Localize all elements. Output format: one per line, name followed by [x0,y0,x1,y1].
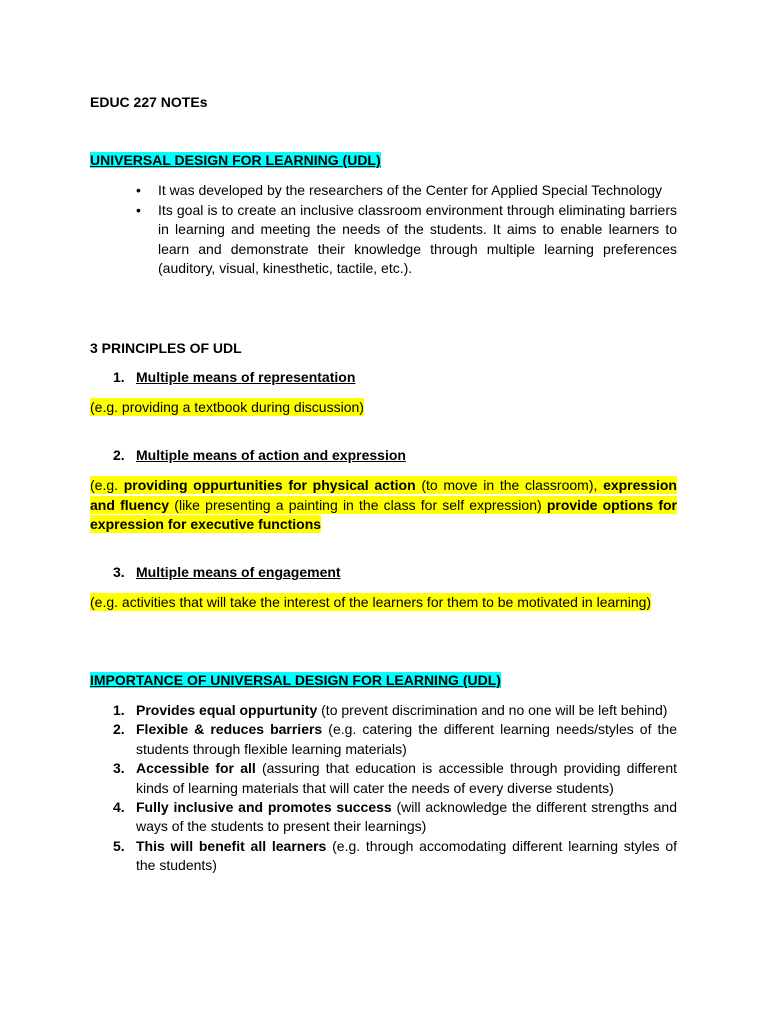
example-part: (like presenting a painting in the class for self expression) [169,496,547,513]
principle-item [113,447,406,464]
importance-heading [90,672,501,689]
principle-item [113,369,355,386]
list-item [130,181,677,201]
example-part: (e.g. [90,477,124,493]
bullet-text: It was developed by the researchers of the Center for Applied Special Technology [158,182,663,198]
principle-title: Multiple means of engagement [136,564,341,580]
principle-example [90,398,677,418]
principle-example [90,593,677,613]
principle-item [113,564,341,581]
list-item [113,798,677,837]
principle-number: 1. [113,369,125,385]
item-bold-label: Accessible for all [136,760,256,777]
example-bold-part: expression and fluency [90,477,677,513]
example-text: (e.g. providing a textbook during discussion) [90,399,364,415]
list-item [113,837,677,876]
bullet-icon: • [136,182,141,198]
importance-list [113,701,677,876]
importance-heading-text: IMPORTANCE OF UNIVERSAL DESIGN FOR LEARNING (UDL) [90,672,501,688]
principles-heading: 3 PRINCIPLES OF UDL [90,340,242,356]
udl-heading [90,152,381,169]
item-number: 2. [113,721,125,738]
principle-number: 2. [113,447,125,463]
item-bold-label: This will benefit all learners [136,837,327,854]
list-item [113,701,677,720]
item-number: 3. [113,760,125,777]
item-text: (e.g. catering the different learning needs/styles of the students through flexible learning materials) [136,721,677,757]
bullet-text: Its goal is to create an inclusive classroom environment through eliminating barriers in learning and meeting the needs of the students. It aims to enable learners to learn and demonstrate their knowledge through multiple learning preferences (auditory, visual, kinesthetic, tactile, etc.). [158,201,677,277]
example-bold-part: provide options for expression for executive functions [90,496,678,532]
bullet-icon: • [136,201,141,218]
principle-example [90,476,677,535]
udl-bullet-list [130,181,677,279]
item-text: (to prevent discrimination and no one will be left behind) [317,702,668,718]
item-text: (assuring that education is accessible through providing different kinds of learning materials that will cater the needs of every diverse students) [136,760,677,796]
item-text: (will acknowledge the different strengths and ways of the students to present their learnings) [136,799,678,835]
list-item [130,201,677,279]
item-bold-label: Fully inclusive and promotes success [136,799,392,816]
example-bold-part: providing oppurtunities for physical action [123,477,416,493]
document-title: EDUC 227 NOTEs [90,94,208,110]
item-number: 1. [113,702,125,718]
item-text: (e.g. through accomodating different learning styles of the students) [136,837,678,874]
example-part: (to move in the classroom), [415,477,604,493]
example-text: (e.g. activities that will take the interest of the learners for them to be motivated in learning) [90,594,652,610]
principle-number: 3. [113,564,125,580]
principle-title: Multiple means of action and expression [136,447,406,463]
item-bold-label: Provides equal oppurtunity [136,702,318,718]
example-text [90,476,677,533]
list-item [113,720,677,759]
udl-heading-text: UNIVERSAL DESIGN FOR LEARNING (UDL) [90,152,381,168]
item-bold-label: Flexible & reduces barriers [136,721,323,738]
item-number: 5. [113,837,125,854]
list-item [113,759,677,798]
principle-title: Multiple means of representation [136,369,356,385]
item-number: 4. [113,799,125,816]
